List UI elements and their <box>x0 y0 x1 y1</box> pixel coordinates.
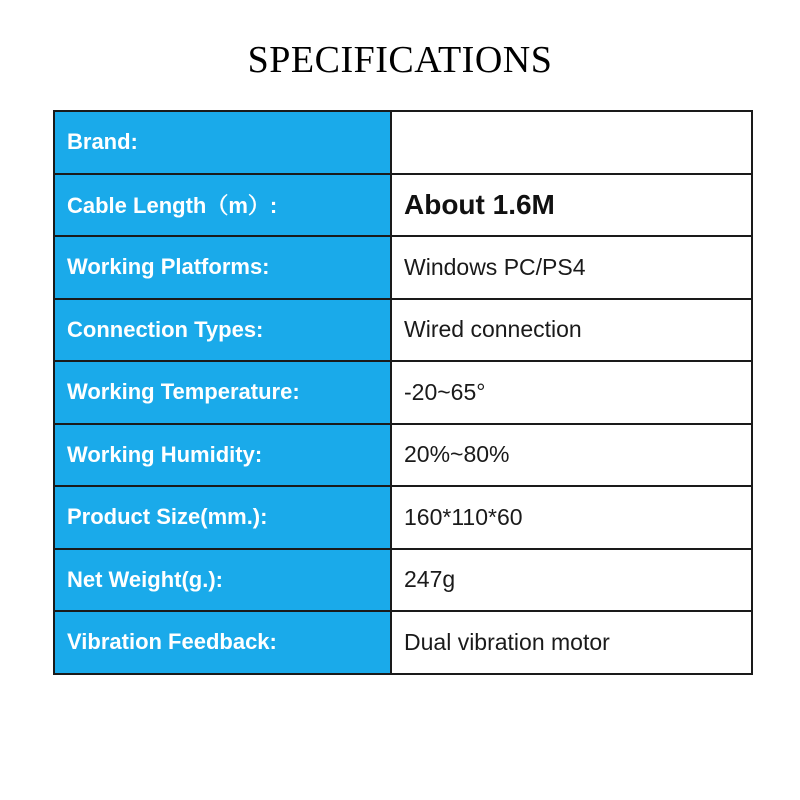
spec-value-working-humidity: 20%~80% <box>391 424 752 487</box>
spec-label-working-humidity: Working Humidity: <box>54 424 391 487</box>
spec-value-brand <box>391 111 752 174</box>
table-row <box>54 236 752 299</box>
spec-label-product-size: Product Size(mm.): <box>54 486 391 549</box>
spec-value-connection-types: Wired connection <box>391 299 752 362</box>
table-row <box>54 111 752 174</box>
spec-value-vibration-feedback: Dual vibration motor <box>391 611 752 674</box>
spec-label-working-platforms: Working Platforms: <box>54 236 391 299</box>
spec-value-product-size: 160*110*60 <box>391 486 752 549</box>
spec-table <box>53 110 753 675</box>
table-row <box>54 486 752 549</box>
table-row <box>54 174 752 237</box>
spec-value-net-weight: 247g <box>391 549 752 612</box>
spec-label-brand: Brand: <box>54 111 391 174</box>
spec-label-vibration-feedback: Vibration Feedback: <box>54 611 391 674</box>
table-row <box>54 549 752 612</box>
table-row <box>54 611 752 674</box>
spec-label-cable-length: Cable Length（m）: <box>54 174 391 237</box>
table-row <box>54 361 752 424</box>
page-title: SPECIFICATIONS <box>247 39 553 81</box>
spec-label-working-temperature: Working Temperature: <box>54 361 391 424</box>
spec-label-connection-types: Connection Types: <box>54 299 391 362</box>
spec-label-net-weight: Net Weight(g.): <box>54 549 391 612</box>
table-row <box>54 299 752 362</box>
spec-value-cable-length: About 1.6M <box>391 174 752 237</box>
table-row <box>54 424 752 487</box>
spec-value-working-temperature: -20~65° <box>391 361 752 424</box>
spec-value-working-platforms: Windows PC/PS4 <box>391 236 752 299</box>
